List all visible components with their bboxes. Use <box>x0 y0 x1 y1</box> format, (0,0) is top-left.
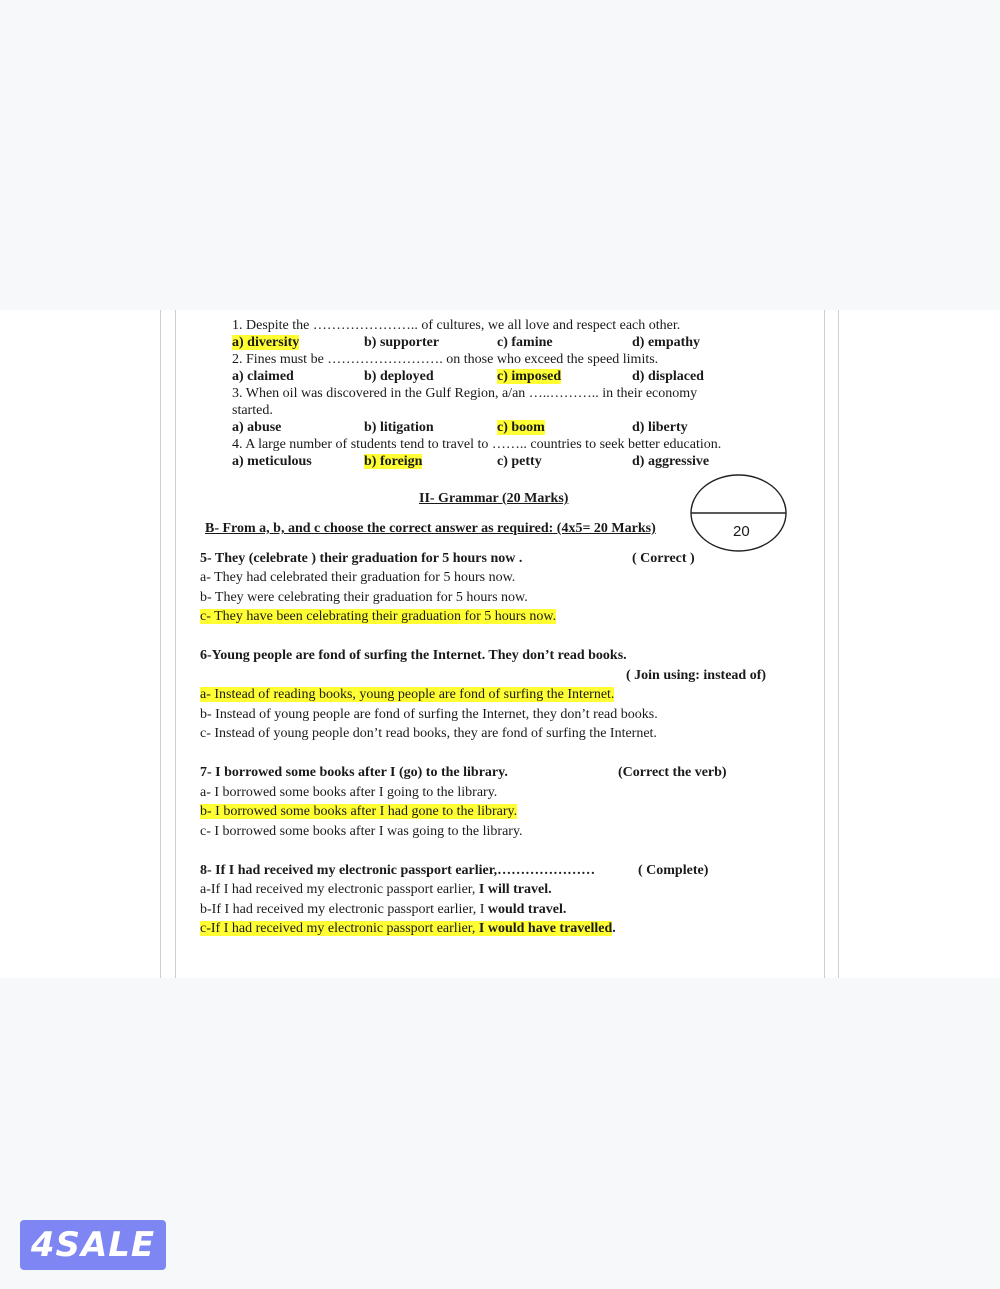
vocab-q3-stem: 3. When oil was discovered in the Gulf Region, a/an …..……….. in their economy <box>232 386 698 401</box>
q8-option-a: a-If I had received my electronic passport earlier, I will travel. <box>200 882 552 897</box>
q6-option-a: a- Instead of reading books, young people are fond of surfing the Internet. <box>200 687 615 702</box>
vocab-q1-stem: 1. Despite the ………………….. of cultures, we all love and respect each other. <box>232 318 681 333</box>
score-circle-icon <box>690 474 787 552</box>
vocab-q3-stem-continued: started. <box>232 403 273 418</box>
q5-option-b: b- They were celebrating their graduation for 5 hours now. <box>200 590 528 605</box>
q7-option-b: b- I borrowed some books after I had gone to the library. <box>200 804 518 819</box>
vocab-q2-option-d: d) displaced <box>632 369 704 384</box>
page-border-right-outer <box>838 310 839 978</box>
q8-question: 8- If I had received my electronic passport earlier,………………… <box>200 863 596 878</box>
vocab-q3-option-d: d) liberty <box>632 420 688 435</box>
q6-option-b: b- Instead of young people are fond of surfing the Internet, they don’t read books. <box>200 707 658 722</box>
vocab-q2-option-c: c) imposed <box>497 369 562 384</box>
vocab-q4-option-c: c) petty <box>497 454 542 469</box>
q6-option-c: c- Instead of young people don’t read books, they are fond of surfing the Internet. <box>200 726 657 741</box>
vocab-q4-stem: 4. A large number of students tend to travel to …….. countries to seek better education. <box>232 437 722 452</box>
grammar-section-title: II- Grammar (20 Marks) <box>419 491 569 506</box>
page-border-left-inner <box>175 310 176 978</box>
vocab-q4-option-d: d) aggressive <box>632 454 710 469</box>
vocab-q4-option-b: b) foreign <box>364 454 423 469</box>
q7-option-c: c- I borrowed some books after I was going to the library. <box>200 824 523 839</box>
vocab-q1-option-b: b) supporter <box>364 335 440 350</box>
score-value: 20 <box>733 523 750 540</box>
vocab-q3-option-a: a) abuse <box>232 420 282 435</box>
q7-question: 7- I borrowed some books after I (go) to the library. <box>200 765 508 780</box>
exam-page <box>0 310 1000 978</box>
q8-option-b: b-If I had received my electronic passport earlier, I would travel. <box>200 902 567 917</box>
q5-option-c: c- They have been celebrating their graduation for 5 hours now. <box>200 609 557 624</box>
q5-instruction: ( Correct ) <box>632 551 695 566</box>
q8-instruction: ( Complete) <box>638 863 709 878</box>
vocab-q2-option-a: a) claimed <box>232 369 294 384</box>
q6-instruction: ( Join using: instead of) <box>626 668 767 683</box>
q8-option-c: c-If I had received my electronic passport earlier, I would have travelled. <box>200 921 616 936</box>
page-border-left-outer <box>160 310 161 978</box>
q6-question: 6-Young people are fond of surfing the Internet. They don’t read books. <box>200 648 627 663</box>
vocab-q3-option-b: b) litigation <box>364 420 434 435</box>
q7-option-a: a- I borrowed some books after I going to the library. <box>200 785 498 800</box>
vocab-q1-option-d: d) empathy <box>632 335 701 350</box>
vocab-q3-option-c: c) boom <box>497 420 545 435</box>
page-border-right-inner <box>824 310 825 978</box>
vocab-q1-option-c: c) famine <box>497 335 553 350</box>
q5-question: 5- They (celebrate ) their graduation for 5 hours now . <box>200 551 523 566</box>
q5-option-a: a- They had celebrated their graduation for 5 hours now. <box>200 570 516 585</box>
vocab-q1-option-a: a) diversity <box>232 335 300 350</box>
4sale-watermark-logo: 4SALE <box>20 1220 166 1270</box>
q7-instruction: (Correct the verb) <box>618 765 727 780</box>
vocab-q2-stem: 2. Fines must be ……………………. on those who exceed the speed limits. <box>232 352 659 367</box>
section-b-instructions: B- From a, b, and c choose the correct answer as required: (4x5= 20 Marks) <box>205 521 656 536</box>
vocab-q2-option-b: b) deployed <box>364 369 434 384</box>
vocab-q4-option-a: a) meticulous <box>232 454 312 469</box>
